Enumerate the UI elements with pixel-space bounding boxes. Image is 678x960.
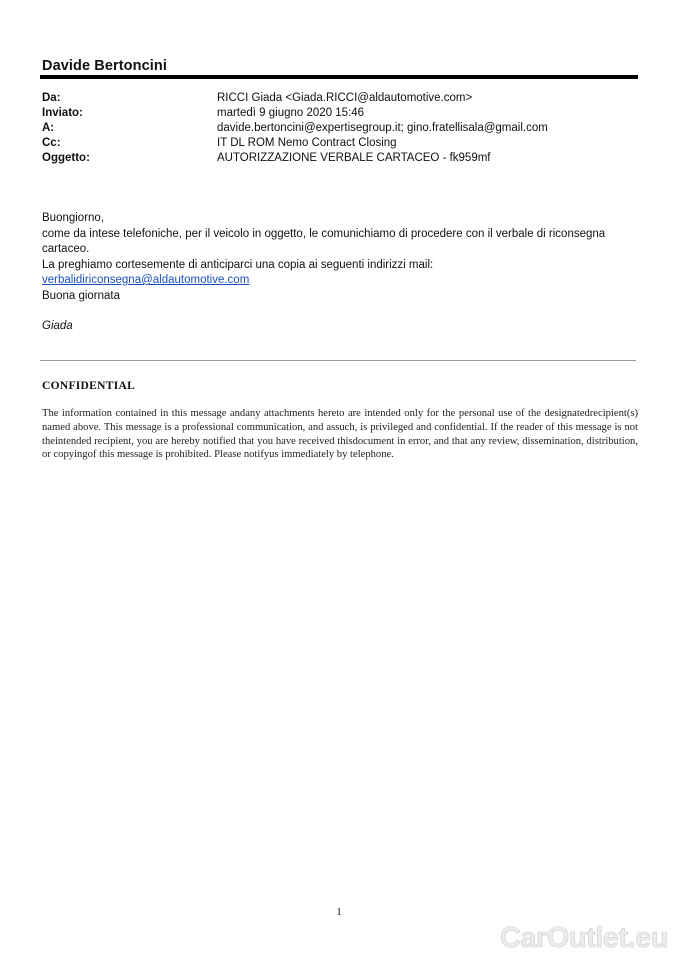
header-sent-value: martedì 9 giugno 2020 15:46: [217, 107, 365, 119]
body-closing: Buona giornata: [42, 289, 121, 302]
disclaimer-text: The information contained in this message andany attachments hereto are intended only for the personal use of the designatedrecipient(s) named above. This message is a professional communication, and assuch, is privileged and confidential. If the reader of this message is not theintended recipient, you are hereby notified that you have received thisdocument in error, and that any review, dissemination, distribution, or copyingof this message is prohibited. Please notifyus immediately by telephone.: [42, 408, 638, 461]
body-paragraph-2: La preghiamo cortesemente di anticiparci una copia ai seguenti indirizzi mail:: [42, 258, 434, 271]
header-cc: [42, 136, 642, 151]
body-greeting: Buongiorno,: [42, 212, 105, 224]
header-to-value: davide.bertoncini@expertisegroup.it; gino.fratellisala@gmail.com: [217, 122, 548, 134]
mailbox-owner-name: Davide Bertoncini: [42, 58, 167, 74]
header-subject-label: Oggetto:: [42, 152, 90, 164]
email-link[interactable]: verbalidiriconsegna@aldautomotive.com: [42, 274, 250, 286]
page-number: 1: [336, 906, 342, 918]
header-from-label: Da:: [42, 92, 61, 104]
disclaimer-separator: [40, 360, 636, 361]
header-to: [42, 121, 642, 136]
email-headers: [42, 91, 642, 166]
header-subject-value: AUTORIZZAZIONE VERBALE CARTACEO - fk959mf: [217, 152, 491, 164]
disclaimer-title: CONFIDENTIAL: [42, 380, 136, 392]
watermark-logo: CarOutlet.eu: [499, 922, 668, 954]
header-to-label: A:: [42, 122, 55, 134]
header-sent: [42, 106, 642, 121]
body-email-line: [42, 273, 622, 289]
email-body: [42, 211, 622, 335]
header-from: [42, 91, 642, 106]
header-sent-label: Inviato:: [42, 107, 83, 119]
header-from-value: RICCI Giada <Giada.RICCI@aldautomotive.com>: [217, 92, 473, 104]
header-subject: [42, 151, 642, 166]
body-paragraph-1: come da intese telefoniche, per il veicolo in oggetto, le comunichiamo di procedere con il verbale di riconsegna cartaceo.: [42, 227, 606, 255]
body-signature: Giada: [42, 320, 73, 332]
header-cc-label: Cc:: [42, 137, 61, 149]
header-rule: [40, 75, 638, 79]
header-cc-value: IT DL ROM Nemo Contract Closing: [217, 137, 397, 149]
